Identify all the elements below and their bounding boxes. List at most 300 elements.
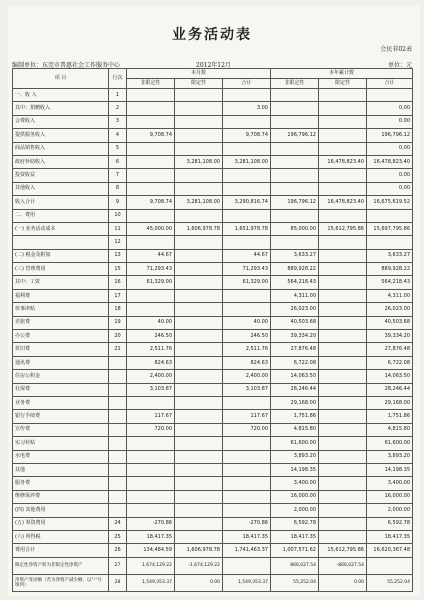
cell-ytd-total: 3,400.00 <box>367 477 413 490</box>
row-line-number <box>109 423 127 436</box>
cell-ytd-restricted <box>319 236 367 249</box>
table-row <box>13 303 413 316</box>
cell-ytd-unrestricted: 196,796.12 <box>271 196 319 209</box>
cell-ytd-total: 0.00 <box>367 142 413 155</box>
table-row <box>13 196 413 209</box>
row-label: 投资收益 <box>13 169 109 182</box>
cell-ytd-unrestricted <box>271 209 319 222</box>
cell-ytd-restricted <box>319 263 367 276</box>
cell-ytd-total: 4,815.80 <box>367 423 413 436</box>
cell-ytd-restricted <box>319 530 367 543</box>
table-row <box>13 383 413 396</box>
cell-ytd-total: 889,928.22 <box>367 263 413 276</box>
cell-month-total <box>223 236 271 249</box>
cell-ytd-unrestricted: 40,503.68 <box>271 316 319 329</box>
cell-month-unrestricted <box>127 102 175 115</box>
cell-month-total: 3,290,816.74 <box>223 196 271 209</box>
cell-month-total: 720.00 <box>223 423 271 436</box>
table-row <box>13 410 413 423</box>
table-row <box>13 89 413 102</box>
cell-month-unrestricted: 117.67 <box>127 410 175 423</box>
cell-month-total: 61,329.00 <box>223 276 271 289</box>
cell-month-restricted <box>175 530 223 543</box>
row-label: 宣传费 <box>13 423 109 436</box>
cell-month-restricted <box>175 129 223 142</box>
row-line-number: 13 <box>109 249 127 262</box>
cell-ytd-restricted <box>319 423 367 436</box>
cell-month-unrestricted: 1,674,129.22 <box>127 557 175 574</box>
cell-month-restricted <box>175 437 223 450</box>
row-label: 限定性净资产转为非限定性净资产 <box>13 557 109 574</box>
table-row <box>13 517 413 530</box>
cell-ytd-unrestricted: 889,928.22 <box>271 263 319 276</box>
cell-month-restricted <box>175 182 223 195</box>
cell-ytd-restricted: 15,612,795.86 <box>319 222 367 235</box>
row-line-number: 18 <box>109 303 127 316</box>
cell-ytd-restricted <box>319 343 367 356</box>
cell-month-total <box>223 477 271 490</box>
row-line-number: 4 <box>109 129 127 142</box>
cell-ytd-total: 3,893.20 <box>367 450 413 463</box>
cell-ytd-unrestricted: 866,027.54 <box>271 557 319 574</box>
cell-ytd-restricted: 16,478,823.40 <box>319 155 367 168</box>
cell-ytd-unrestricted <box>271 236 319 249</box>
table-row <box>13 490 413 503</box>
table-row <box>13 169 413 182</box>
cell-ytd-unrestricted: 16,000.00 <box>271 490 319 503</box>
cell-month-total <box>223 209 271 222</box>
table-row <box>13 289 413 302</box>
row-line-number <box>109 383 127 396</box>
cell-month-total: 2,400.00 <box>223 370 271 383</box>
cell-month-total <box>223 142 271 155</box>
table-row <box>13 129 413 142</box>
cell-month-unrestricted <box>127 89 175 102</box>
row-label: 福利费 <box>13 289 109 302</box>
cell-month-total <box>223 115 271 128</box>
cell-ytd-total: 39,334.20 <box>367 330 413 343</box>
table-row <box>13 504 413 517</box>
cell-ytd-restricted: 16,478,823.40 <box>319 196 367 209</box>
cell-month-restricted: 1,606,978.78 <box>175 222 223 235</box>
cell-month-restricted <box>175 383 223 396</box>
cell-ytd-total: 27,876.48 <box>367 343 413 356</box>
cell-month-total <box>223 557 271 574</box>
cell-month-restricted: 3,281,108.00 <box>175 155 223 168</box>
header-cm-restricted: 限定性 <box>175 79 223 89</box>
row-line-number: 3 <box>109 115 127 128</box>
cell-ytd-unrestricted <box>271 155 319 168</box>
report-date: 2012年12月 <box>196 62 231 69</box>
cell-ytd-restricted <box>319 370 367 383</box>
cell-ytd-unrestricted: 55,252.04 <box>271 574 319 591</box>
row-label: 实习补贴 <box>13 437 109 450</box>
cell-month-unrestricted <box>127 490 175 503</box>
row-label: (六) 所得税 <box>13 530 109 543</box>
table-row <box>13 450 413 463</box>
cell-ytd-restricted <box>319 142 367 155</box>
cell-month-unrestricted: 45,000.00 <box>127 222 175 235</box>
cell-month-restricted <box>175 276 223 289</box>
row-label: 费用合计 <box>13 544 109 557</box>
cell-month-restricted: -1,674,129.22 <box>175 557 223 574</box>
row-line-number: 19 <box>109 316 127 329</box>
cell-month-unrestricted <box>127 209 175 222</box>
table-row <box>13 209 413 222</box>
cell-month-unrestricted <box>127 450 175 463</box>
table-row <box>13 263 413 276</box>
cell-ytd-unrestricted: 564,218.43 <box>271 276 319 289</box>
cell-ytd-unrestricted: 14,063.50 <box>271 370 319 383</box>
cell-ytd-restricted <box>319 182 367 195</box>
cell-ytd-total: 6,722.08 <box>367 356 413 369</box>
row-line-number <box>109 396 127 409</box>
cell-ytd-unrestricted: 196,796.12 <box>271 129 319 142</box>
row-line-number: 24 <box>109 517 127 530</box>
cell-month-total <box>223 303 271 316</box>
row-line-number: 21 <box>109 343 127 356</box>
cell-month-unrestricted: 61,329.00 <box>127 276 175 289</box>
cell-ytd-unrestricted: 6,592.78 <box>271 517 319 530</box>
cell-ytd-restricted <box>319 89 367 102</box>
cell-ytd-restricted <box>319 356 367 369</box>
cell-month-unrestricted: 18,417.35 <box>127 530 175 543</box>
cell-ytd-total: 14,063.50 <box>367 370 413 383</box>
cell-ytd-unrestricted: 28,246.44 <box>271 383 319 396</box>
cell-month-total: 40.00 <box>223 316 271 329</box>
row-line-number: 20 <box>109 330 127 343</box>
table-row <box>13 115 413 128</box>
row-label: 银行手续费 <box>13 410 109 423</box>
cell-ytd-total: 0.00 <box>367 182 413 195</box>
cell-month-unrestricted <box>127 182 175 195</box>
row-label: 提供服务收入 <box>13 129 109 142</box>
header-ytd-total: 合计 <box>367 79 413 89</box>
cell-month-restricted: 3,281,108.00 <box>175 196 223 209</box>
cell-month-unrestricted: 2,511.76 <box>127 343 175 356</box>
row-label: 社保费 <box>13 383 109 396</box>
table-row <box>13 155 413 168</box>
row-line-number <box>109 356 127 369</box>
cell-month-restricted <box>175 236 223 249</box>
table-row <box>13 249 413 262</box>
row-line-number: 12 <box>109 236 127 249</box>
cell-month-unrestricted: -270.86 <box>127 517 175 530</box>
cell-month-unrestricted: 71,293.43 <box>127 263 175 276</box>
row-label: 服务费 <box>13 477 109 490</box>
row-line-number: 10 <box>109 209 127 222</box>
row-line-number: 1 <box>109 89 127 102</box>
cell-ytd-total: 29,168.00 <box>367 396 413 409</box>
cell-ytd-unrestricted: 1,007,571.62 <box>271 544 319 557</box>
cell-month-unrestricted <box>127 396 175 409</box>
currency-unit: 单位：元 <box>387 62 412 69</box>
report-title: 业务活动表 <box>172 27 252 43</box>
cell-month-unrestricted <box>127 142 175 155</box>
row-label: (二) 税金及附加 <box>13 249 109 262</box>
cell-month-restricted <box>175 356 223 369</box>
cell-month-total: 1,741,463.37 <box>223 544 271 557</box>
cell-month-restricted <box>175 209 223 222</box>
cell-month-unrestricted: 2,400.00 <box>127 370 175 383</box>
row-line-number: 7 <box>109 169 127 182</box>
row-label: 其他 <box>13 463 109 476</box>
cell-month-total <box>223 437 271 450</box>
cell-month-unrestricted: 1,549,353.37 <box>127 574 175 591</box>
cell-month-restricted <box>175 316 223 329</box>
cell-ytd-restricted <box>319 504 367 517</box>
row-line-number: 28 <box>109 574 127 591</box>
cell-ytd-restricted <box>319 249 367 262</box>
cell-month-restricted <box>175 396 223 409</box>
row-label: (五) 筹资费用 <box>13 517 109 530</box>
cell-month-total <box>223 289 271 302</box>
cell-month-unrestricted: 134,484.59 <box>127 544 175 557</box>
cell-month-unrestricted: 44.67 <box>127 249 175 262</box>
cell-month-total <box>223 169 271 182</box>
row-label: 政府补助收入 <box>13 155 109 168</box>
row-line-number: 9 <box>109 196 127 209</box>
cell-ytd-restricted <box>319 303 367 316</box>
row-label <box>13 236 109 249</box>
row-line-number <box>109 437 127 450</box>
cell-ytd-unrestricted <box>271 169 319 182</box>
row-label: 净资产变动额（若为净资产减少额，以"-"号填列） <box>13 574 109 591</box>
cell-month-restricted <box>175 423 223 436</box>
cell-ytd-total: 2,000.00 <box>367 504 413 517</box>
cell-month-total: 824.63 <box>223 356 271 369</box>
row-label: 通讯费 <box>13 356 109 369</box>
cell-ytd-total: 16,000.00 <box>367 490 413 503</box>
cell-month-restricted <box>175 115 223 128</box>
table-row <box>13 477 413 490</box>
table-row <box>13 316 413 329</box>
header-item: 项 目 <box>13 69 109 89</box>
cell-month-total <box>223 396 271 409</box>
reporting-unit: 编制单位：东莞市普惠社会工作服务中心 <box>12 62 121 69</box>
cell-ytd-unrestricted <box>271 142 319 155</box>
table-row <box>13 423 413 436</box>
table-row <box>13 463 413 476</box>
cell-month-restricted <box>175 169 223 182</box>
cell-ytd-total <box>367 236 413 249</box>
cell-month-restricted <box>175 370 223 383</box>
cell-month-total <box>223 490 271 503</box>
header-line: 行次 <box>109 69 127 89</box>
cell-month-restricted <box>175 343 223 356</box>
row-line-number: 25 <box>109 530 127 543</box>
cell-ytd-restricted <box>319 437 367 450</box>
cell-ytd-unrestricted <box>271 182 319 195</box>
cell-ytd-unrestricted: 18,417.35 <box>271 530 319 543</box>
activity-statement-table <box>12 68 413 592</box>
cell-ytd-total: 16,620,367.48 <box>367 544 413 557</box>
cell-month-total: -270.86 <box>223 517 271 530</box>
cell-month-restricted <box>175 410 223 423</box>
cell-ytd-unrestricted <box>271 89 319 102</box>
table-row <box>13 102 413 115</box>
table-row <box>13 356 413 369</box>
table-row <box>13 557 413 574</box>
row-line-number: 6 <box>109 155 127 168</box>
cell-ytd-unrestricted: 3,893.20 <box>271 450 319 463</box>
cell-month-unrestricted <box>127 504 175 517</box>
cell-ytd-restricted: -866,027.54 <box>319 557 367 574</box>
cell-month-restricted <box>175 102 223 115</box>
row-line-number: 16 <box>109 276 127 289</box>
cell-ytd-restricted: 0.00 <box>319 574 367 591</box>
cell-ytd-total: 0.00 <box>367 115 413 128</box>
cell-month-total: 9,708.74 <box>223 129 271 142</box>
cell-ytd-unrestricted <box>271 115 319 128</box>
cell-ytd-total: 564,218.43 <box>367 276 413 289</box>
cell-ytd-unrestricted: 2,000.00 <box>271 504 319 517</box>
cell-ytd-unrestricted: 4,815.80 <box>271 423 319 436</box>
cell-month-unrestricted <box>127 437 175 450</box>
cell-month-total: 1,549,353.37 <box>223 574 271 591</box>
cell-ytd-total: 196,796.12 <box>367 129 413 142</box>
cell-ytd-total: 15,697,795.86 <box>367 222 413 235</box>
row-line-number <box>109 410 127 423</box>
row-line-number: 26 <box>109 544 127 557</box>
cell-ytd-unrestricted: 26,023.00 <box>271 303 319 316</box>
cell-month-unrestricted <box>127 115 175 128</box>
cell-month-restricted <box>175 463 223 476</box>
cell-month-restricted: 0.00 <box>175 574 223 591</box>
cell-ytd-restricted <box>319 477 367 490</box>
cell-ytd-total: 0.00 <box>367 169 413 182</box>
row-label: 差旅费 <box>13 316 109 329</box>
row-label: 办公费 <box>13 330 109 343</box>
cell-ytd-restricted <box>319 316 367 329</box>
cell-month-restricted <box>175 477 223 490</box>
cell-month-unrestricted: 9,708.74 <box>127 196 175 209</box>
table-row <box>13 370 413 383</box>
cell-month-restricted <box>175 249 223 262</box>
cell-month-total: 3,281,108.00 <box>223 155 271 168</box>
table-row <box>13 544 413 557</box>
cell-ytd-restricted <box>319 169 367 182</box>
cell-ytd-restricted <box>319 115 367 128</box>
row-label: 水电费 <box>13 450 109 463</box>
table-row <box>13 236 413 249</box>
row-line-number: 5 <box>109 142 127 155</box>
cell-month-total <box>223 450 271 463</box>
row-label: 二、费用 <box>13 209 109 222</box>
cell-month-restricted <box>175 450 223 463</box>
row-line-number <box>109 463 127 476</box>
cell-ytd-total: 16,675,619.52 <box>367 196 413 209</box>
row-label: (一) 业务活动成本 <box>13 222 109 235</box>
cell-ytd-unrestricted: 27,876.48 <box>271 343 319 356</box>
cell-ytd-unrestricted <box>271 102 319 115</box>
cell-ytd-restricted <box>319 490 367 503</box>
cell-ytd-total: 14,198.35 <box>367 463 413 476</box>
cell-month-unrestricted <box>127 477 175 490</box>
header-cm-unrestricted: 非限定性 <box>127 79 175 89</box>
cell-month-unrestricted: 3,103.87 <box>127 383 175 396</box>
row-label: 其中：捐赠收入 <box>13 102 109 115</box>
cell-month-unrestricted <box>127 169 175 182</box>
cell-month-total <box>223 182 271 195</box>
header-current-month: 本月数 <box>127 69 271 79</box>
cell-month-total: 71,293.43 <box>223 263 271 276</box>
row-line-number: 11 <box>109 222 127 235</box>
cell-month-unrestricted: 9,708.74 <box>127 129 175 142</box>
cell-ytd-total: 6,592.78 <box>367 517 413 530</box>
cell-ytd-restricted <box>319 517 367 530</box>
cell-ytd-restricted <box>319 289 367 302</box>
row-line-number <box>109 450 127 463</box>
cell-month-restricted <box>175 517 223 530</box>
table-row <box>13 142 413 155</box>
cell-ytd-unrestricted: 61,600.00 <box>271 437 319 450</box>
cell-month-total <box>223 504 271 517</box>
table-row <box>13 343 413 356</box>
row-line-number <box>109 504 127 517</box>
cell-ytd-restricted <box>319 129 367 142</box>
cell-month-unrestricted <box>127 463 175 476</box>
cell-ytd-total: 0.00 <box>367 102 413 115</box>
table-row <box>13 396 413 409</box>
cell-ytd-restricted <box>319 450 367 463</box>
row-line-number: 27 <box>109 557 127 574</box>
cell-ytd-total: 28,246.44 <box>367 383 413 396</box>
form-number: 会民非02表 <box>380 46 412 53</box>
cell-ytd-total: 61,600.00 <box>367 437 413 450</box>
cell-ytd-restricted <box>319 330 367 343</box>
header-ytd: 本年累计数 <box>271 69 413 79</box>
cell-ytd-restricted <box>319 396 367 409</box>
cell-month-total: 246.50 <box>223 330 271 343</box>
cell-month-unrestricted <box>127 289 175 302</box>
table-row <box>13 437 413 450</box>
row-line-number <box>109 477 127 490</box>
table-row <box>13 330 413 343</box>
cell-ytd-restricted <box>319 410 367 423</box>
row-line-number: 8 <box>109 182 127 195</box>
cell-ytd-total <box>367 209 413 222</box>
cell-ytd-restricted <box>319 383 367 396</box>
cell-ytd-unrestricted: 39,334.20 <box>271 330 319 343</box>
cell-month-total: 117.67 <box>223 410 271 423</box>
cell-ytd-restricted <box>319 463 367 476</box>
row-label: 维修保养费 <box>13 490 109 503</box>
cell-month-total: 44.67 <box>223 249 271 262</box>
cell-ytd-total <box>367 89 413 102</box>
cell-ytd-total: 1,751.86 <box>367 410 413 423</box>
row-label: 业务费 <box>13 396 109 409</box>
row-line-number: 17 <box>109 289 127 302</box>
cell-month-total: 3,103.87 <box>223 383 271 396</box>
cell-month-unrestricted <box>127 155 175 168</box>
cell-ytd-total <box>367 557 413 574</box>
row-label: (四) 其他费用 <box>13 504 109 517</box>
cell-month-total: 2,511.76 <box>223 343 271 356</box>
row-label: 一、收 入 <box>13 89 109 102</box>
cell-ytd-unrestricted: 4,311.00 <box>271 289 319 302</box>
row-line-number: 2 <box>109 102 127 115</box>
header-ytd-restricted: 限定性 <box>319 79 367 89</box>
cell-ytd-unrestricted: 14,198.35 <box>271 463 319 476</box>
cell-ytd-restricted: 15,612,795.86 <box>319 544 367 557</box>
cell-ytd-total: 16,478,823.40 <box>367 155 413 168</box>
cell-month-unrestricted <box>127 236 175 249</box>
row-label: 商品销售收入 <box>13 142 109 155</box>
cell-ytd-unrestricted: 6,722.08 <box>271 356 319 369</box>
cell-month-unrestricted: 824.63 <box>127 356 175 369</box>
cell-ytd-unrestricted: 3,400.00 <box>271 477 319 490</box>
